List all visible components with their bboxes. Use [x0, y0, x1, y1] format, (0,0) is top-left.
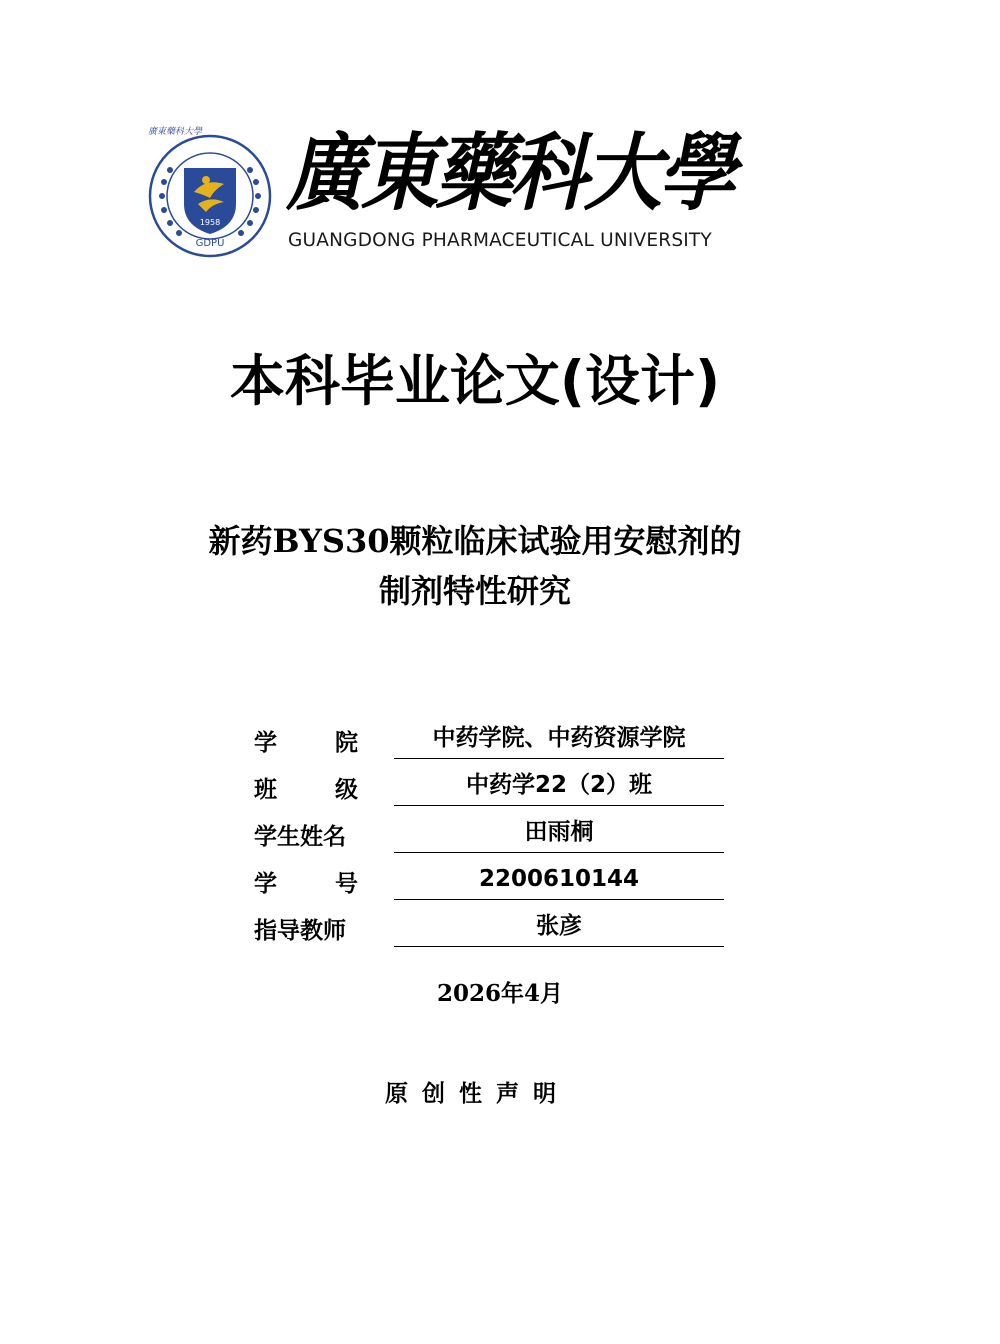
student-name-value: 田雨桐: [394, 812, 724, 853]
student-name-label: 学生姓名: [254, 824, 346, 850]
student-id-label: 学 号: [254, 871, 358, 897]
seal-year: 1958: [199, 218, 221, 227]
college-label: 学 院: [254, 730, 358, 756]
info-row-class: [254, 765, 726, 812]
declaration-heading: 原创性声明: [385, 1081, 570, 1107]
submission-date: 2026年4月: [436, 980, 564, 1007]
info-row-student-name: [254, 812, 726, 859]
thesis-title-line2: 制剂特性研究: [378, 572, 571, 610]
thesis-title: [0, 516, 950, 616]
college-value: 中药学院、中药资源学院: [394, 718, 724, 759]
info-table: [254, 718, 726, 953]
university-name-cn: 廣東藥科大學: [286, 123, 733, 222]
university-name-en: GUANGDONG PHARMACEUTICAL UNIVERSITY: [288, 230, 712, 251]
university-seal-logo: [148, 127, 272, 258]
seal-abbr: GDPU: [195, 238, 225, 249]
advisor-value: 张彦: [394, 906, 724, 947]
main-title: 本科毕业论文(设计): [229, 349, 721, 413]
info-row-college: [254, 718, 726, 765]
info-row-advisor: [254, 906, 726, 953]
student-id-value: 2200610144: [394, 859, 724, 900]
seal-top-text: 廣東藥科大學: [148, 127, 203, 137]
thesis-title-line1: 新药BYS30颗粒临床试验用安慰剂的: [208, 522, 742, 560]
advisor-label: 指导教师: [254, 918, 346, 944]
class-label: 班 级: [254, 777, 358, 803]
class-value: 中药学22（2）班: [394, 765, 724, 806]
info-row-student-id: [254, 859, 726, 906]
